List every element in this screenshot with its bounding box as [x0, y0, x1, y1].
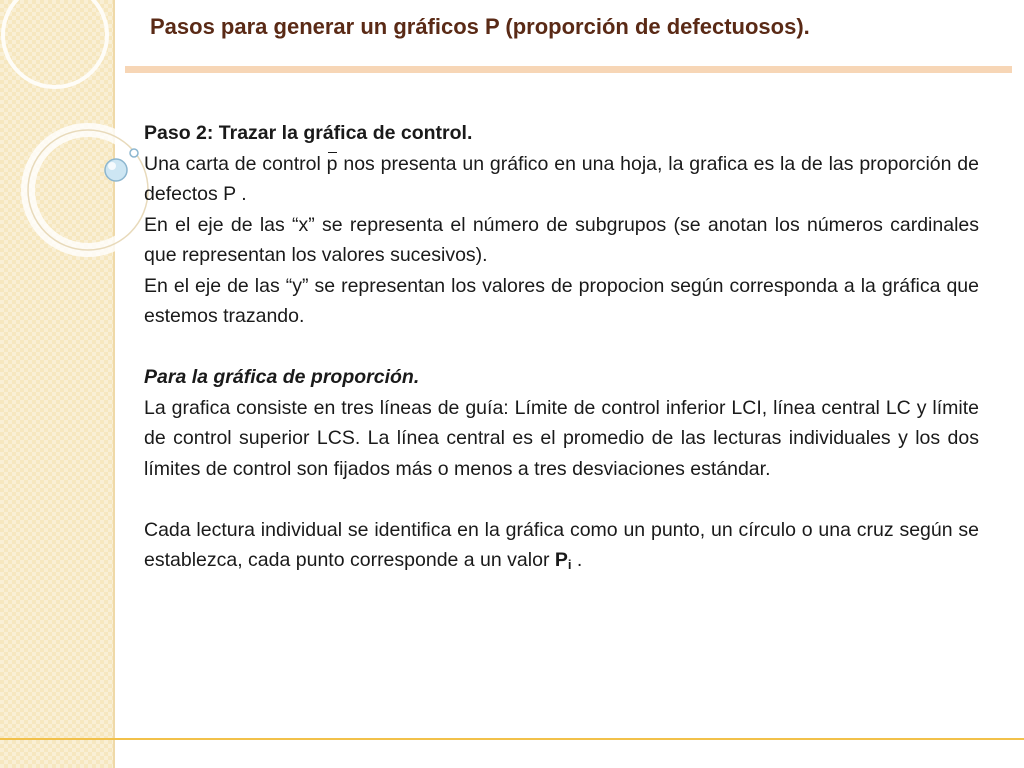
dot-large: [105, 159, 127, 181]
bottom-rule: [0, 738, 1024, 740]
pi-subscript: i: [567, 557, 572, 572]
title-underline: [125, 66, 1012, 73]
dot-large-highlight: [108, 162, 116, 170]
slide-title: Pasos para generar un gráficos P (proporción de defectuosos).: [150, 14, 810, 39]
spacer: [144, 484, 979, 515]
slide-body: [144, 118, 979, 581]
proportion-subheading: Para la gráfica de proporción.: [144, 366, 420, 388]
outer-ring-top: [3, 0, 107, 87]
p-bar-symbol: p: [327, 149, 338, 180]
paragraph-individual-readings-start: Cada lectura individual se identifica en la gráfica como un punto, un círculo o una cruz según se establezca, cada punto corresponde a un valor: [144, 518, 979, 571]
paragraph-x-axis: En el eje de las “x” se representa el número de subgrupos (se anotan los números cardinales que representan los valores sucesivos).: [144, 213, 979, 266]
paragraph-guide-lines: La grafica consiste en tres líneas de guía: Límite de control inferior LCI, línea central LC y límite de control superior LCS. La línea central es el promedio de las lecturas individuales y los dos límites de control son fijados más o menos a tres desviaciones estándar.: [144, 396, 979, 480]
paragraph-individual-readings-end: .: [571, 549, 583, 571]
inner-ring-bottom: [28, 130, 148, 250]
step-heading: Paso 2: Trazar la gráfica de control.: [144, 122, 473, 144]
paragraph-individual-readings: [144, 515, 979, 581]
paragraph-control-chart-start: Una carta de control: [144, 152, 327, 175]
paragraph-control-chart: [144, 149, 979, 210]
dot-small: [130, 149, 138, 157]
spacer: [144, 332, 979, 363]
paragraph-y-axis: En el eje de las “y” se representan los valores de propocion según corresponda a la gráfica que estemos trazando.: [144, 274, 979, 327]
pi-symbol: P: [554, 549, 568, 571]
paragraph-control-chart-end: nos presenta un gráfico en una hoja, la grafica es la de las proporción de defectos P .: [144, 152, 979, 205]
